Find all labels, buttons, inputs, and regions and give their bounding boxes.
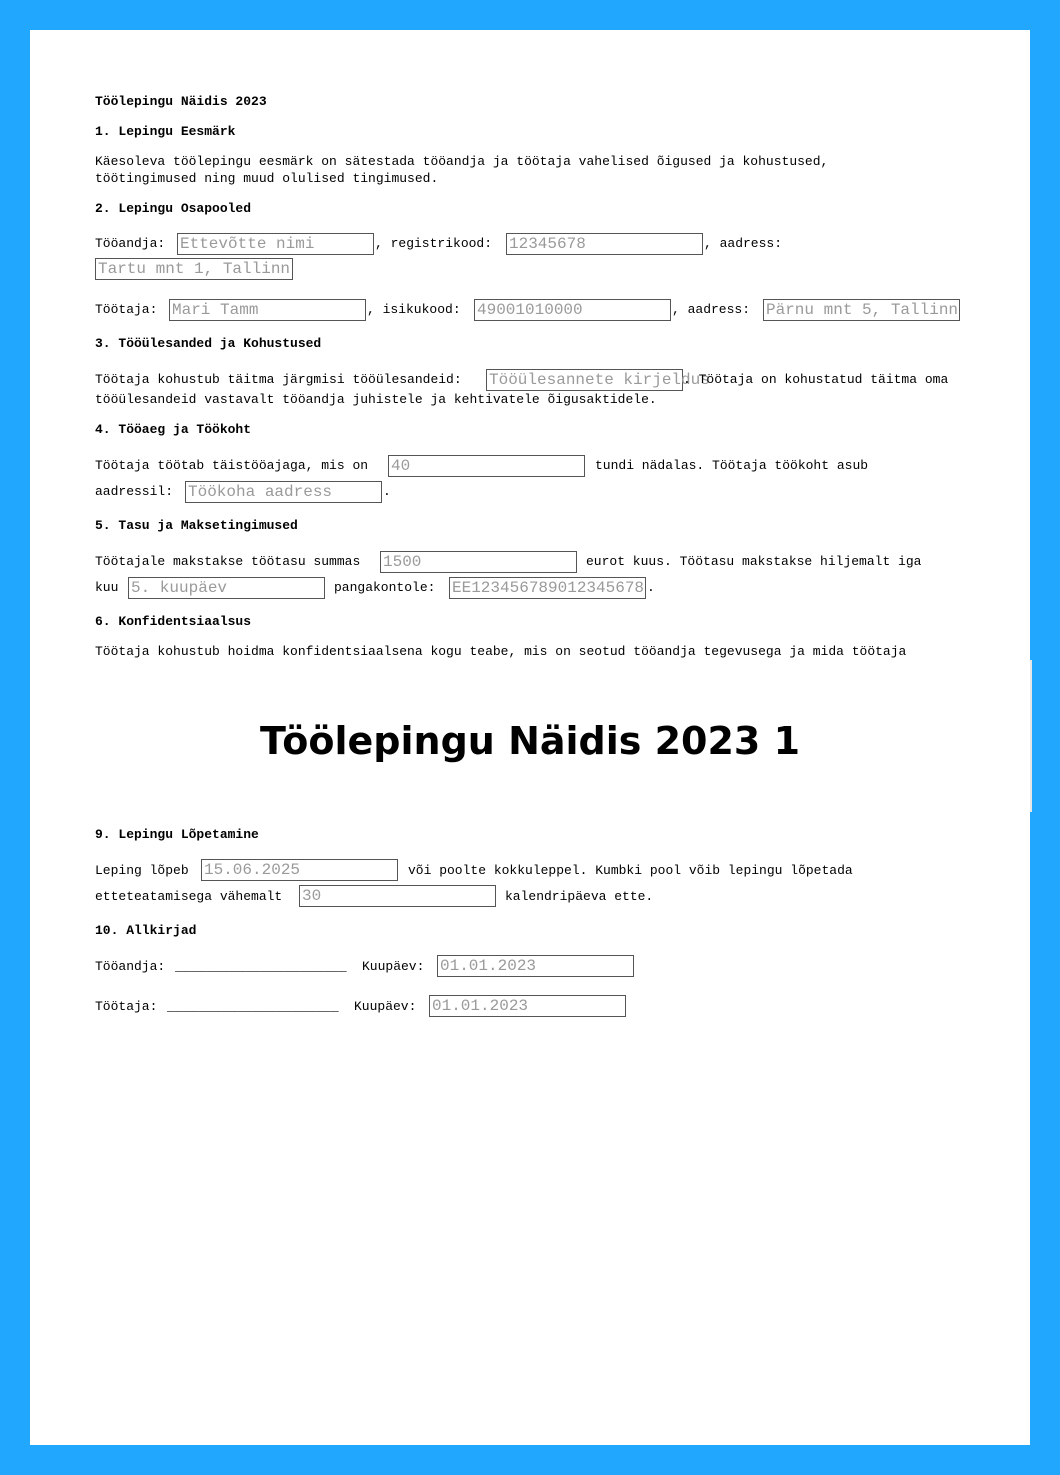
- section-4-line1-pre: Töötaja töötab täistööajaga, mis on: [95, 458, 369, 473]
- section-9-heading: 9. Lepingu Lõpetamine: [95, 827, 259, 842]
- section-5-line1-pre: Töötajale makstakse töötasu summas: [95, 554, 361, 569]
- section-9-line2-post: kalendripäeva ette.: [505, 889, 654, 904]
- idcode-label: , isikukood:: [367, 302, 461, 317]
- section-5-line2-pre: kuu: [95, 580, 119, 595]
- payday-input[interactable]: 5. kuupäev: [128, 577, 325, 599]
- workplace-address-input[interactable]: Töökoha aadress: [185, 481, 382, 503]
- employer-address-label: , aadress:: [704, 236, 783, 251]
- section-6-line1: Töötaja kohustub hoidma konfidentsiaalsena kogu teabe, mis on seotud tööandja tegevusega ja mida töötaja: [95, 644, 907, 659]
- section-4-heading: 4. Tööaeg ja Töökoht: [95, 422, 252, 437]
- section-5-line2-mid: pangakontole:: [334, 580, 436, 595]
- employee-address-input[interactable]: Pärnu mnt 5, Tallinn: [763, 299, 960, 321]
- regcode-input[interactable]: 12345678: [506, 233, 703, 255]
- duties-input[interactable]: Tööülesannete kirjeldus: [486, 369, 683, 391]
- weekly-hours-input[interactable]: 40: [388, 455, 585, 477]
- section-4-line2-post: .: [383, 484, 391, 499]
- section-2-heading: 2. Lepingu Osapooled: [95, 201, 252, 216]
- section-9-line1-post: või poolte kokkuleppel. Kumbki pool võib lepingu lõpetada: [408, 863, 853, 878]
- employer-name-input[interactable]: Ettevõtte nimi: [177, 233, 374, 255]
- employee-label: Töötaja:: [95, 302, 158, 317]
- employer-signature-line[interactable]: ______________________: [175, 959, 347, 974]
- idcode-input[interactable]: 49001010000: [474, 299, 671, 321]
- section-4-line2-pre: aadressil:: [95, 484, 174, 499]
- section-1-heading: 1. Lepingu Eesmärk: [95, 124, 236, 139]
- section-3-heading: 3. Tööülesanded ja Kohustused: [95, 336, 322, 351]
- employer-signature-label: Tööandja:: [95, 959, 166, 974]
- regcode-label: , registrikood:: [375, 236, 493, 251]
- banner-title: Töölepingu Näidis 2023 1: [259, 719, 801, 763]
- section-9-line1-pre: Leping lõpeb: [95, 863, 189, 878]
- section-5-line1-post: eurot kuus. Töötasu makstakse hiljemalt iga: [586, 554, 922, 569]
- document-page: [30, 30, 1030, 1445]
- salary-input[interactable]: 1500: [380, 551, 577, 573]
- section-9-line2-pre: etteteatamisega vähemalt: [95, 889, 283, 904]
- employee-date-label: Kuupäev:: [354, 999, 417, 1014]
- section-5-heading: 5. Tasu ja Maksetingimused: [95, 518, 298, 533]
- iban-input[interactable]: EE123456789012345678: [449, 577, 646, 599]
- section-3-line1-post: . Töötaja on kohustatud täitma oma: [683, 372, 949, 387]
- employee-address-label: , aadress:: [672, 302, 751, 317]
- section-3-line2: tööülesandeid vastavalt tööandja juhistele ja kehtivatele õigusaktidele.: [95, 392, 657, 407]
- employer-date-input[interactable]: 01.01.2023: [437, 955, 634, 977]
- employee-signature-label: Töötaja:: [95, 999, 158, 1014]
- employer-date-label: Kuupäev:: [362, 959, 425, 974]
- section-6-heading: 6. Konfidentsiaalsus: [95, 614, 252, 629]
- document-title: Töölepingu Näidis 2023: [95, 94, 267, 109]
- employee-date-input[interactable]: 01.01.2023: [429, 995, 626, 1017]
- employer-label: Tööandja:: [95, 236, 166, 251]
- end-date-input[interactable]: 15.06.2025: [201, 859, 398, 881]
- section-4-line1-post: tundi nädalas. Töötaja töökoht asub: [595, 458, 869, 473]
- employee-signature-line[interactable]: ______________________: [167, 999, 339, 1014]
- employee-name-input[interactable]: Mari Tamm: [169, 299, 366, 321]
- section-5-line2-post: .: [647, 580, 655, 595]
- employer-address-input[interactable]: Tartu mnt 1, Tallinn: [95, 258, 293, 280]
- section-3-line1-pre: Töötaja kohustub täitma järgmisi tööülesandeid:: [95, 372, 462, 387]
- section-10-heading: 10. Allkirjad: [95, 923, 197, 938]
- notice-days-input[interactable]: 30: [299, 885, 496, 907]
- section-1-text-line1: Käesoleva töölepingu eesmärk on sätestada tööandja ja töötaja vahelised õigused ja kohustused,: [95, 154, 829, 169]
- section-1-text-line2: töötingimused ning muud olulised tingimused.: [95, 171, 439, 186]
